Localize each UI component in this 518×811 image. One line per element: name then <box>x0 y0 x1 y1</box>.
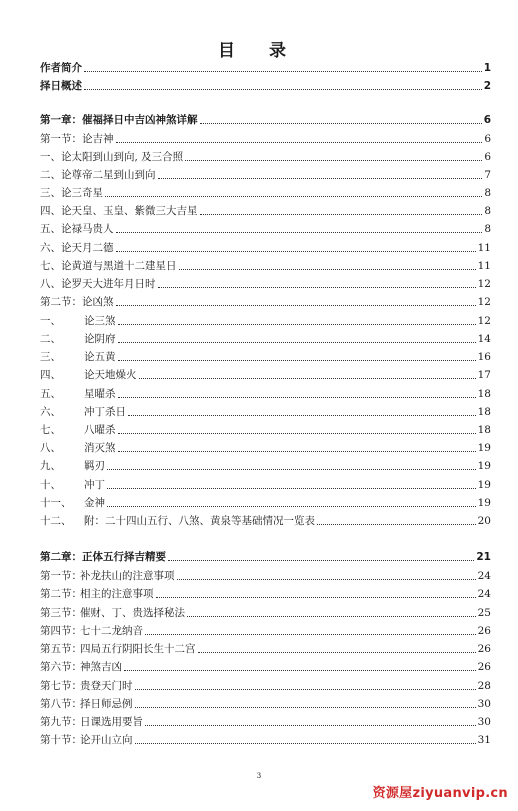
toc-entry <box>40 236 491 254</box>
toc-entry-label: 论天地燥火 <box>84 369 137 381</box>
toc-entry <box>40 710 491 728</box>
toc-entry-label: 择日概述 <box>40 80 82 92</box>
toc-entry <box>40 163 491 181</box>
toc-leader-dots <box>200 123 482 124</box>
toc-entry-label: 神煞吉凶 <box>80 661 122 673</box>
toc-entry-number: 十、 <box>40 479 61 491</box>
toc-leader-dots <box>187 616 476 617</box>
toc-entry-label: 七十二龙纳音 <box>80 625 143 637</box>
toc-leader-dots <box>116 305 476 306</box>
watermark: 资源屋ziyuanvip.cn <box>372 786 508 801</box>
toc-leader-dots <box>179 269 476 270</box>
toc-entry-page: 19 <box>477 479 491 491</box>
toc-entry <box>40 637 491 655</box>
toc-entry <box>40 217 491 235</box>
toc-entry <box>40 290 491 308</box>
toc-entry-number: 第三节： <box>40 607 82 619</box>
toc-entry <box>40 400 491 418</box>
toc-entry-page: 24 <box>477 588 491 600</box>
toc-entry-label: 第一节：论吉神 <box>40 133 114 145</box>
toc-entry-label: 论阴府 <box>84 333 116 345</box>
toc-entry-label: 四、论天皇、玉皇、紫微三大吉星 <box>40 205 198 217</box>
toc-entry-label: 金神 <box>84 497 105 509</box>
toc-entry-label: 四局五行阴阳长生十二宫 <box>80 643 196 655</box>
toc-leader-dots <box>185 160 482 161</box>
toc-entry <box>40 582 491 600</box>
toc-entry-number: 十二、 <box>40 515 72 527</box>
toc-entry-page: 19 <box>477 460 491 472</box>
toc-entry-page: 17 <box>477 369 491 381</box>
toc-entry-label: 三、论三奇星 <box>40 187 103 199</box>
toc-entry-page: 12 <box>477 296 491 308</box>
toc-entry-label: 八、论罗天大进年月日时 <box>40 278 156 290</box>
toc-entry-number: 九、 <box>40 460 61 472</box>
toc-leader-dots <box>118 397 476 398</box>
toc-leader-dots <box>124 670 476 671</box>
toc-entry <box>40 199 491 217</box>
toc-entry-page: 8 <box>484 205 491 217</box>
toc-entry-page: 18 <box>477 388 491 400</box>
toc-entry <box>40 309 491 327</box>
toc-entry-number: 三、 <box>40 351 61 363</box>
toc-entry-page: 7 <box>484 169 491 181</box>
toc-leader-dots <box>118 451 476 452</box>
toc-entry <box>40 254 491 272</box>
toc-entry-page: 28 <box>477 680 491 692</box>
toc-entry <box>40 473 491 491</box>
toc-leader-dots <box>116 142 483 143</box>
toc-entry-label: 消灭煞 <box>84 442 116 454</box>
toc-entry-number: 二、 <box>40 333 61 345</box>
toc-entry-page: 11 <box>477 260 491 272</box>
toc-entry-number: 十一、 <box>40 497 72 509</box>
toc-entry-label: 论开山立向 <box>80 734 133 746</box>
toc-leader-dots <box>107 469 476 470</box>
toc-entry-number: 第六节： <box>40 661 82 673</box>
toc-entry-page: 30 <box>477 698 491 710</box>
toc-entry-page: 21 <box>476 551 491 563</box>
toc-leader-dots <box>118 433 476 434</box>
toc-entry <box>40 382 491 400</box>
toc-entry <box>40 454 491 472</box>
toc-entry <box>40 545 491 563</box>
toc-entry-label: 冲丁 <box>84 479 105 491</box>
toc-leader-dots <box>158 287 476 288</box>
toc-leader-dots <box>116 232 483 233</box>
toc-entry <box>40 272 491 290</box>
toc-entry-label: 择日师忌例 <box>80 698 133 710</box>
toc-entry <box>40 619 491 637</box>
toc-leader-dots <box>200 214 483 215</box>
toc-entry-label: 第二章：正体五行择吉精要 <box>40 551 166 563</box>
toc-entry-page: 26 <box>477 625 491 637</box>
toc-entry <box>40 436 491 454</box>
toc-entry-label: 第一章：催福择日中吉凶神煞详解 <box>40 114 198 126</box>
toc-entry-label: 附：二十四山五行、八煞、黄泉等基础情况一览表 <box>84 515 315 527</box>
toc-entry-label: 七、论黄道与黑道十二建星日 <box>40 260 177 272</box>
toc-entry <box>40 108 491 126</box>
toc-entry-page: 2 <box>483 80 491 92</box>
toc-leader-dots <box>135 743 476 744</box>
toc-entry-label: 催财、丁、贵选择秘法 <box>80 607 185 619</box>
toc-entry-page: 18 <box>477 424 491 436</box>
toc-entry-page: 8 <box>484 223 491 235</box>
toc-leader-dots <box>118 324 476 325</box>
page-number: 3 <box>256 772 262 780</box>
toc-entry-number: 第八节： <box>40 698 82 710</box>
toc-leader-dots <box>177 579 476 580</box>
toc-entry-number: 第七节： <box>40 680 82 692</box>
toc-entry <box>40 145 491 163</box>
toc-entry-page: 14 <box>477 333 491 345</box>
toc-entry-page: 20 <box>477 515 491 527</box>
toc-entry-label: 八曜杀 <box>84 424 116 436</box>
toc-leader-dots <box>118 360 476 361</box>
toc-leader-dots <box>118 342 476 343</box>
toc-leader-dots <box>128 415 476 416</box>
toc-leader-dots <box>145 634 476 635</box>
toc-entry-page: 8 <box>484 187 491 199</box>
toc-entry-page: 31 <box>477 734 491 746</box>
toc-entry-page: 26 <box>477 643 491 655</box>
toc-leader-dots <box>107 488 476 489</box>
toc-entry <box>40 74 491 92</box>
toc-entry-page: 11 <box>477 242 491 254</box>
toc-entry-label: 羁刃 <box>84 460 105 472</box>
toc-entry-page: 12 <box>477 315 491 327</box>
toc-entry-page: 1 <box>483 62 491 74</box>
toc-entry <box>40 345 491 363</box>
toc-entry-number: 一、 <box>40 315 61 327</box>
toc-entry-number: 五、 <box>40 388 61 400</box>
toc-entry <box>40 418 491 436</box>
toc-leader-dots <box>168 560 474 561</box>
toc-entry-label: 第二节：论凶煞 <box>40 296 114 308</box>
toc-entry-number: 四、 <box>40 369 61 381</box>
toc-entry-number: 六、 <box>40 406 61 418</box>
toc-entry-page: 6 <box>484 151 491 163</box>
toc-leader-dots <box>84 71 482 72</box>
toc-entry-page: 16 <box>477 351 491 363</box>
toc-entry-label: 六、论天月二德 <box>40 242 114 254</box>
toc-entry-label: 一、论太阳到山到向, 及三合照 <box>40 151 184 163</box>
toc-entry-number: 第一节： <box>40 570 82 582</box>
toc-leader-dots <box>135 707 476 708</box>
page-title: 目 录 <box>218 41 300 61</box>
toc-entry-label: 论五黄 <box>84 351 116 363</box>
toc-entry-label: 作者简介 <box>40 62 82 74</box>
toc-entry-number: 八、 <box>40 442 61 454</box>
toc-leader-dots <box>107 506 476 507</box>
toc-entry-number: 七、 <box>40 424 61 436</box>
toc-entry-label: 星曜杀 <box>84 388 116 400</box>
toc-entry <box>40 655 491 673</box>
toc-leader-dots <box>139 378 476 379</box>
toc-entry <box>40 363 491 381</box>
toc-leader-dots <box>198 652 476 653</box>
toc-entry-page: 24 <box>477 570 491 582</box>
toc-leader-dots <box>84 89 482 90</box>
toc-entry-page: 25 <box>477 607 491 619</box>
toc-entry-label: 二、论尊帝二星到山到向 <box>40 169 156 181</box>
toc-entry-page: 18 <box>477 406 491 418</box>
toc-entry-label: 五、论禄马贵人 <box>40 223 114 235</box>
toc-leader-dots <box>156 597 476 598</box>
toc-entry-label: 补龙扶山的注意事项 <box>80 570 175 582</box>
toc-entry-page: 19 <box>477 497 491 509</box>
toc-entry <box>40 56 491 74</box>
toc-leader-dots <box>317 524 476 525</box>
toc-entry <box>40 509 491 527</box>
toc-entry-label: 日课选用要旨 <box>80 716 143 728</box>
toc-entry-label: 论三煞 <box>84 315 116 327</box>
toc-entry-page: 19 <box>477 442 491 454</box>
toc-entry <box>40 327 491 345</box>
toc-leader-dots <box>135 689 476 690</box>
toc-entry-number: 第二节： <box>40 588 82 600</box>
toc-entry <box>40 491 491 509</box>
toc-entry-page: 6 <box>483 114 491 126</box>
toc-entry-label: 相主的注意事项 <box>80 588 154 600</box>
toc-entry-label: 冲丁杀日 <box>84 406 126 418</box>
toc-entry-number: 第九节： <box>40 716 82 728</box>
toc-leader-dots <box>105 196 482 197</box>
toc-entry-number: 第五节： <box>40 643 82 655</box>
toc-entry <box>40 601 491 619</box>
toc-entry <box>40 728 491 746</box>
toc-leader-dots <box>116 251 476 252</box>
toc-entry-page: 12 <box>477 278 491 290</box>
toc-entry-number: 第四节： <box>40 625 82 637</box>
toc-leader-dots <box>145 725 476 726</box>
toc-entry-label: 贵登天门时 <box>80 680 133 692</box>
toc-entry <box>40 674 491 692</box>
toc-entry <box>40 127 491 145</box>
toc-entry <box>40 181 491 199</box>
toc-leader-dots <box>158 178 483 179</box>
toc-entry <box>40 564 491 582</box>
toc-entry <box>40 692 491 710</box>
toc-entry-number: 第十节： <box>40 734 82 746</box>
toc-entry-page: 6 <box>484 133 491 145</box>
toc-entry-page: 26 <box>477 661 491 673</box>
toc-entry-page: 30 <box>477 716 491 728</box>
